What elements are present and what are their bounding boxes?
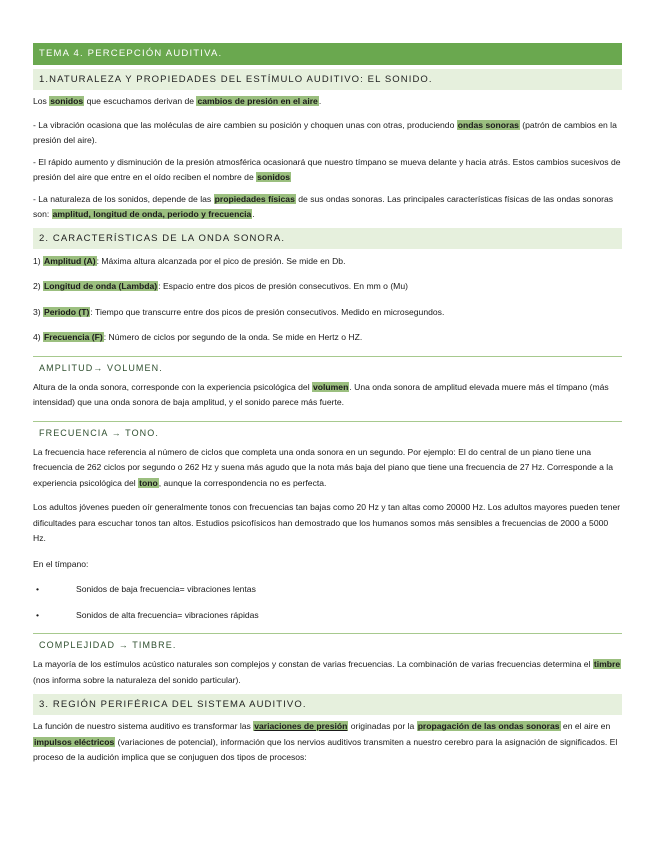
paragraph-frecuencia: La frecuencia hace referencia al número de ciclos que completa una onda sonora en un segundo. Por ejemplo: El do central de un piano tiene una frecuencia de 262 ciclos por segundo o 262 Hz y suena más agudo que la nota más baja del piano que tiene una frecuencia de 27 Hz. Corresponde a la experiencia psicológica del tono, aunque la correspondencia no es perfecta. <box>33 446 613 488</box>
paragraph-complejidad: La mayoría de los estímulos acústico naturales son complejos y constan de varias frecuencias. La combinación de varias frecuencias determina el timbre (nos informa sobre la naturaleza del sonido particular). <box>33 659 621 685</box>
section-heading-3: 3. REGIÓN PERIFÉRICA DEL SISTEMA AUDITIVO. <box>33 694 622 715</box>
subheading-complejidad: COMPLEJIDAD → TIMBRE. <box>33 633 622 654</box>
bullet-icon: • <box>36 584 40 594</box>
paragraph-amplitud: Altura de la onda sonora, corresponde con la experiencia psicológica del volumen. Una onda sonora de amplitud elevada muere más el tímpano (más intensidad) que una onda sonora de baja amplitud, y el sonido parece más fuerte. <box>33 381 609 407</box>
list-item: • Sonidos de alta frecuencia= vibraciones rápidas <box>33 608 622 624</box>
characteristic-item: 2) Longitud de onda (Lambda): Espacio entre dos picos de presión consecutivos. En mm o (Mu) <box>33 281 408 291</box>
paragraph-vibracion: - La vibración ocasiona que las moléculas de aire cambien su posición y choquen unas con otras, produciendo ondas sonoras (patrón de cambios en la presión del aire). <box>33 119 617 145</box>
subheading-amplitud: AMPLITUD→ VOLUMEN. <box>33 356 622 377</box>
list-item: • Sonidos de baja frecuencia= vibraciones lentas <box>33 582 622 598</box>
paragraph-adultos: Los adultos jóvenes pueden oír generalmente tonos con frecuencias tan bajas como 20 Hz y tan altas como 20000 Hz. Los adultos mayores pueden tener dificultades para escuchar tonos tan altos. Estudios psicofísicos han demostrado que los humanos somos más sensibles a frecuencias de 2000 a 5000 Hz. <box>33 502 621 543</box>
paragraph-naturaleza: - La naturaleza de los sonidos, depende de las propiedades físicas de sus ondas sonoras. Las principales características físicas de las ondas sonoras son: amplitud, longitud de onda, periodo y frecuencia. <box>33 193 614 219</box>
document-content <box>33 43 622 766</box>
bullet-icon: • <box>36 609 40 620</box>
paragraph-timpano: En el tímpano: <box>33 558 89 569</box>
paragraph-sonidos: Los sonidos que escuchamos derivan de cambios de presión en el aire. <box>33 96 322 106</box>
characteristic-item: 3) Periodo (T): Tiempo que transcurre entre dos picos de presión consecutivos. Medido en microsegundos. <box>33 306 445 317</box>
characteristic-item: 1) Amplitud (A): Máxima altura alcanzada por el pico de presión. Se mide en Db. <box>33 255 346 266</box>
chapter-title: TEMA 4. PERCEPCIÓN AUDITIVA. <box>33 43 622 65</box>
paragraph-presion: - El rápido aumento y disminución de la presión atmosférica ocasionará que nuestro tímpano se mueva delante y hacia atrás. Estos cambios sucesivos de presión del aire que entre en el oído reciben el nombre de sonidos <box>33 156 621 182</box>
section-heading-1: 1.NATURALEZA Y PROPIEDADES DEL ESTÍMULO AUDITIVO: EL SONIDO. <box>33 69 622 90</box>
paragraph-region-periferica: La función de nuestro sistema auditivo es transformar las variaciones de presión originadas por la propagación de las ondas sonoras en el aire en impulsos eléctricos (variaciones de potencial), información que los nervios auditivos transmiten a nuestro cerebro para la asignación de significados. El proceso de la audición implica que se conjuguen dos tipos de procesos: <box>33 721 618 762</box>
section-heading-2: 2. CARACTERÍSTICAS DE LA ONDA SONORA. <box>33 228 622 249</box>
characteristic-item: 4) Frecuencia (F): Número de ciclos por segundo de la onda. Se mide en Hertz o HZ. <box>33 332 363 342</box>
subheading-frecuencia: FRECUENCIA → TONO. <box>33 421 622 442</box>
